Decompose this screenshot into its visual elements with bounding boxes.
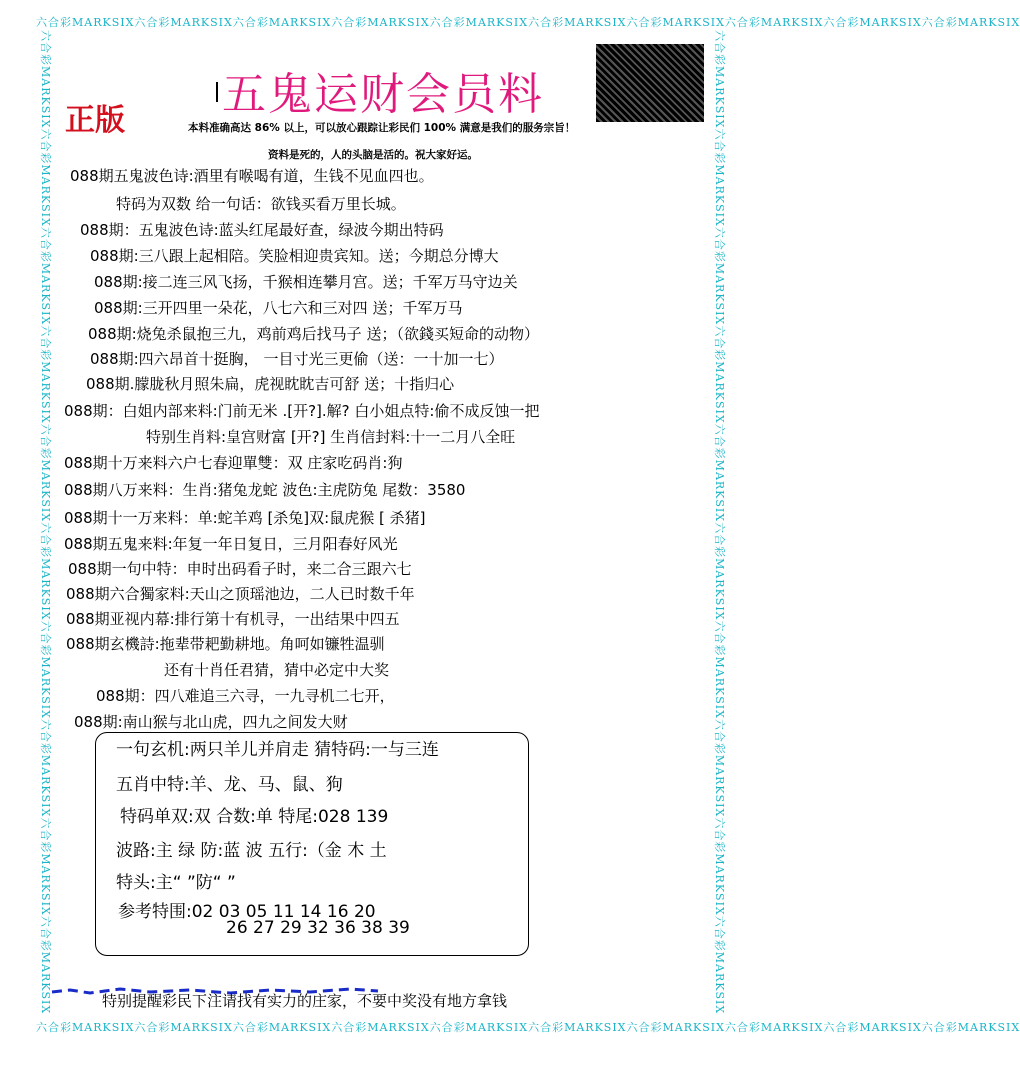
border-left bbox=[38, 30, 54, 1020]
content-line: 088期一句中特：申时出码看子时，来二合三跟六七 bbox=[68, 560, 412, 578]
content-line: 还有十肖任君猜，猜中必定中大奖 bbox=[164, 661, 390, 679]
intro-line-1: 本料准确高达 86% 以上，可以放心跟踪让彩民们 100% 满意是我们的服务宗旨！ bbox=[188, 122, 576, 134]
border-bottom-text: 六合彩MARKSIX六合彩MARKSIX六合彩MARKSIX六合彩MARKSIX六合彩MARKSIX六合彩MARKSIX六合彩MARKSIX六合彩MARKSIX六合彩MARKSIX六合彩MARKSIX bbox=[36, 1021, 1020, 1034]
footer-note: 特别提醒彩民下注请找有实力的庄家，不要中奖没有地方拿钱 bbox=[102, 992, 508, 1010]
box-line-head: 特头:主“ ”防“ ” bbox=[116, 873, 236, 893]
box-line-five-zodiac: 五肖中特:羊、龙、马、鼠、狗 bbox=[116, 775, 343, 795]
content-line: 088期十一万来料：单:蛇羊鸡 [杀兔]双:鼠虎猴 [ 杀猪] bbox=[64, 509, 426, 527]
genuine-badge: 正版 bbox=[65, 103, 125, 138]
content-line: 特码为双数 给一句话：欲钱买看万里长城。 bbox=[116, 195, 406, 213]
content-line: 088期.朦胧秋月照朱扁，虎视眈眈吉可舒 送；十指归心 bbox=[86, 375, 455, 393]
box-line-range-1: 参考特围:02 03 05 11 14 16 20 bbox=[118, 902, 376, 922]
border-right-text: 六合彩MARKSIX六合彩MARKSIX六合彩MARKSIX六合彩MARKSIX六合彩MARKSIX六合彩MARKSIX六合彩MARKSIX六合彩MARKSIX六合彩MARKSIX六合彩MARKSIX bbox=[713, 30, 726, 1015]
box-line-riddle: 一句玄机:两只羊儿并肩走 猜特码:一与三连 bbox=[116, 740, 439, 760]
content-line: 088期:南山猴与北山虎，四九之间发大财 bbox=[74, 713, 348, 731]
content-line: 特别生肖料:皇宫财富 [开?] 生肖信封料:十一二月八全旺 bbox=[146, 428, 516, 446]
box-line-wave-elements: 波路:主 绿 防:蓝 波 五行:（金 木 土 bbox=[116, 841, 387, 861]
content-line: 088期:四六昂首十挺胸， 一目寸光三更偷（送：一十加一七） bbox=[90, 350, 504, 368]
content-line: 088期五鬼波色诗:酒里有喉喝有道，生钱不见血四也。 bbox=[70, 167, 434, 185]
title-bar bbox=[216, 82, 218, 102]
content-line: 088期:三八跟上起相陪。笑脸相迎贵宾知。送；今期总分博大 bbox=[90, 247, 499, 265]
content-line: 088期：四八难追三六寻，一九寻机二七开， bbox=[96, 687, 395, 705]
box-line-odd-even: 特码单双:双 合数:单 特尾:028 139 bbox=[120, 807, 389, 827]
content-line: 088期:三开四里一朵花，八七六和三对四 送；千军万马 bbox=[94, 299, 463, 317]
content-line: 088期六合獨家料:天山之顶瑶池边，二人已时数千年 bbox=[66, 585, 415, 603]
border-top-text: 六合彩MARKSIX六合彩MARKSIX六合彩MARKSIX六合彩MARKSIX六合彩MARKSIX六合彩MARKSIX六合彩MARKSIX六合彩MARKSIX六合彩MARKSIX六合彩MARKSIX bbox=[36, 16, 1020, 29]
intro-line-2: 资料是死的，人的头脑是活的。祝大家好运。 bbox=[268, 149, 478, 161]
content-line: 088期：五鬼波色诗:蓝头红尾最好查，绿波今期出特码 bbox=[80, 221, 444, 239]
content-line: 088期：白姐内部来料:门前无米 .[开?].解? 白小姐点特:偷不成反蚀一把 bbox=[64, 402, 540, 420]
page-title: 五鬼运财会员料 bbox=[222, 69, 544, 120]
box-line-range-2: 26 27 29 32 36 38 39 bbox=[226, 918, 410, 938]
border-right bbox=[712, 30, 728, 1020]
border-left-text: 六合彩MARKSIX六合彩MARKSIX六合彩MARKSIX六合彩MARKSIX六合彩MARKSIX六合彩MARKSIX六合彩MARKSIX六合彩MARKSIX六合彩MARKSIX六合彩MARKSIX bbox=[39, 30, 52, 1015]
content-line: 088期亚视内幕:排行第十有机寻，一出结果中四五 bbox=[66, 610, 400, 628]
content-line: 088期五鬼来料:年复一年日复日，三月阳春好风光 bbox=[64, 535, 398, 553]
content-line: 088期:烧兔杀鼠抱三九，鸡前鸡后找马子 送；（欲錢买短命的动物） bbox=[88, 325, 539, 343]
content-line: 088期玄機詩:拖辈带耙勤耕地。角呵如镰牲温驯 bbox=[66, 635, 385, 653]
content-line: 088期八万来料：生肖:猪兔龙蛇 波色:主虎防兔 尾数：3580 bbox=[64, 481, 466, 499]
content-line: 088期:接二连三风飞扬，千猴相连攀月宫。送；千军万马守边关 bbox=[94, 273, 518, 291]
qr-code-image bbox=[596, 44, 704, 122]
content-line: 088期十万来料六户七春迎單雙：双 庄家吃码肖:狗 bbox=[64, 454, 403, 472]
